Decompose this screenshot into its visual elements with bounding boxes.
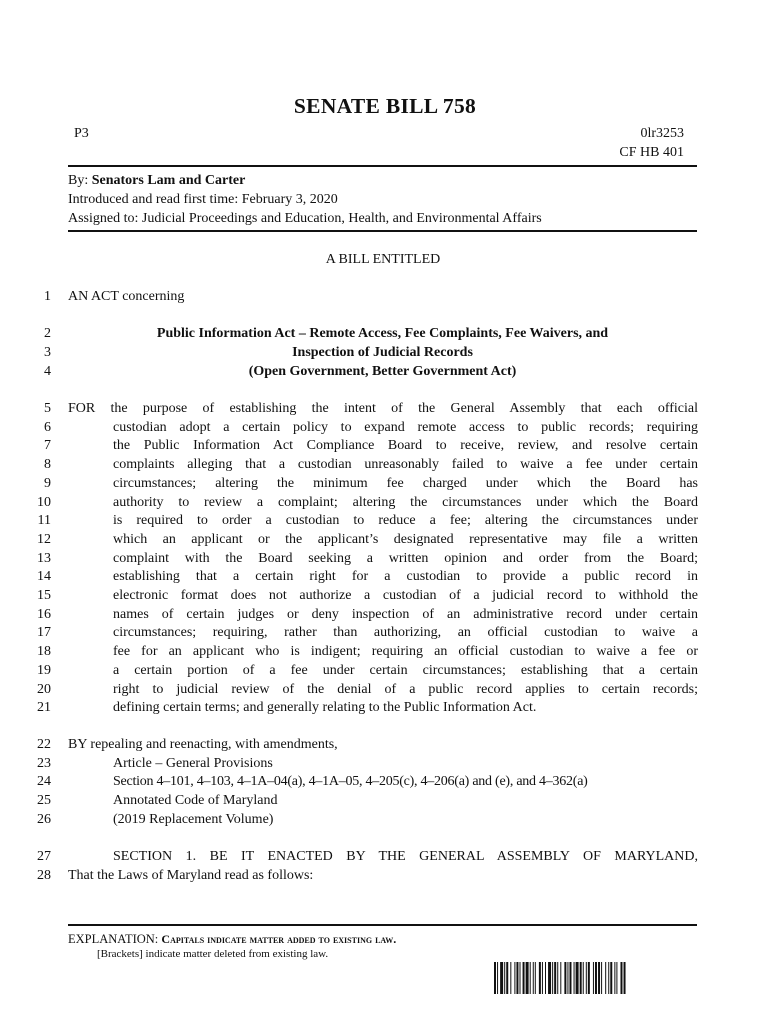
- barcode-bar: [526, 962, 529, 994]
- purpose-line: defining certain terms; and generally relating to the Public Information Act.: [113, 700, 537, 716]
- line-number: 14: [37, 569, 51, 585]
- purpose-line: complaints alleging that a custodian unreasonably failed to waive a fee under certain: [113, 457, 698, 473]
- barcode-bar: [520, 962, 521, 994]
- barcode-bar: [583, 962, 584, 994]
- barcode-bar: [548, 962, 551, 994]
- cross-file-number: CF HB 401: [619, 145, 684, 160]
- barcode-bar: [567, 962, 568, 994]
- barcode-bar: [595, 962, 597, 994]
- barcode-bar: [605, 962, 606, 994]
- purpose-line: circumstances; requiring, rather than authorizing, an official custodian to waive a: [113, 625, 698, 641]
- line-number: 8: [44, 457, 51, 473]
- barcode-bar: [564, 962, 566, 994]
- header-divider: [68, 165, 697, 167]
- line-number: 25: [37, 793, 51, 809]
- barcode-bar: [500, 962, 503, 994]
- sponsor-line: [68, 172, 245, 190]
- line-number: 27: [37, 849, 51, 864]
- barcode-bar: [576, 962, 579, 994]
- purpose-line: complaint with the Board seeking a written opinion and order from the Board;: [113, 550, 698, 566]
- line-number: 12: [37, 531, 51, 547]
- barcode-bar: [624, 962, 626, 994]
- assigned-committees: Assigned to: Judicial Proceedings and Education, Health, and Environmental Affairs: [68, 211, 542, 226]
- enacting-clause: SECTION 1. BE IT ENACTED BY THE GENERAL ASSEMBLY OF MARYLAND,: [113, 849, 698, 864]
- bill-category-code: P3: [74, 126, 89, 141]
- line-number: 10: [37, 494, 51, 510]
- sponsor-label: By:: [68, 173, 89, 188]
- line-number: 3: [44, 345, 51, 360]
- barcode-bar: [569, 962, 571, 994]
- bill-title: SENATE BILL 758: [293, 94, 477, 118]
- barcode-bar: [494, 962, 496, 994]
- repealing-article: Article – General Provisions: [113, 755, 273, 771]
- line-number: 5: [44, 401, 51, 416]
- purpose-line: circumstances; altering the minimum fee charged under which the Board has: [113, 475, 698, 491]
- purpose-line: which an applicant or the applicant’s designated representative may file a written: [113, 531, 698, 547]
- purpose-line: fee for an applicant who is indigent; requiring an official custodian to waive a fee or: [113, 644, 698, 660]
- act-title-line: Public Information Act – Remote Access, Fee Complaints, Fee Waivers, and: [156, 326, 609, 341]
- line-number: 23: [37, 755, 51, 771]
- sponsor-divider: [68, 230, 697, 232]
- barcode-bar: [620, 962, 622, 994]
- barcode-bar: [510, 962, 511, 994]
- line-number: 4: [44, 364, 51, 379]
- barcode-bar: [586, 962, 587, 994]
- introduced-date: Introduced and read first time: February 3, 2020: [68, 192, 338, 207]
- purpose-line: establishing that a certain right for a custodian to provide a public record in: [113, 569, 698, 585]
- line-number: 28: [37, 867, 51, 883]
- purpose-line: the Public Information Act Compliance Board to receive, review, and resolve certain: [113, 438, 698, 454]
- barcode-bar: [552, 962, 553, 994]
- explanation-line: [68, 931, 396, 947]
- line-number: 9: [44, 475, 51, 491]
- footer-divider: [68, 924, 697, 926]
- barcode-bar: [506, 962, 508, 994]
- purpose-line: authority to review a complaint; altering the circumstances under which the Board: [113, 494, 698, 510]
- barcode-bar: [574, 962, 575, 994]
- barcode-bar: [539, 962, 541, 994]
- barcode-bar: [530, 962, 531, 994]
- line-number: 13: [37, 550, 51, 566]
- line-number: 19: [37, 662, 51, 678]
- enacting-clause-continued: That the Laws of Maryland read as follows:: [68, 867, 314, 883]
- repealing-sections: Section 4–101, 4–103, 4–1A–04(a), 4–1A–05, 4–205(c), 4–206(a) and (e), and 4–362(a): [113, 774, 588, 790]
- line-number: 18: [37, 644, 51, 660]
- explanation-text: Capitals indicate matter added to existing law.: [161, 932, 397, 946]
- line-number: 1: [44, 289, 51, 304]
- act-concerning: AN ACT concerning: [68, 289, 185, 304]
- barcode-bar: [516, 962, 518, 994]
- line-number: 22: [37, 737, 51, 752]
- repealing-intro: BY repealing and reenacting, with amendments,: [68, 737, 338, 752]
- barcode-bar: [533, 962, 534, 994]
- barcode-bar: [580, 962, 582, 994]
- barcode-bar: [557, 962, 558, 994]
- line-number: 21: [37, 700, 51, 716]
- act-title-line: (Open Government, Better Government Act): [248, 364, 517, 379]
- purpose-line: a certain portion of a fee under certain circumstances; establishing that a certain: [113, 662, 698, 678]
- barcode-bar: [497, 962, 498, 994]
- purpose-line: electronic format does not authorize a custodian of a judicial record to withhold the: [113, 588, 698, 603]
- barcode-bar: [523, 962, 525, 994]
- line-number: 26: [37, 811, 51, 827]
- line-number: 17: [37, 625, 51, 641]
- barcode-bar: [616, 962, 617, 994]
- sponsor-names: Senators Lam and Carter: [91, 173, 246, 188]
- barcode-bar: [545, 962, 546, 994]
- barcode-bar: [593, 962, 594, 994]
- barcode-bar: [601, 962, 602, 994]
- brackets-explanation: [Brackets] indicate matter deleted from existing law.: [97, 948, 329, 960]
- purpose-line: right to judicial review of the denial of a public record applies to certain records;: [113, 681, 698, 697]
- barcode-bar: [614, 962, 615, 994]
- line-number: 16: [37, 606, 51, 622]
- barcode-icon: [494, 962, 680, 994]
- bill-entitled-heading: A BILL ENTITLED: [325, 252, 441, 267]
- purpose-line: FOR the purpose of establishing the intent of the General Assembly that each official: [68, 401, 698, 416]
- barcode-bar: [608, 962, 609, 994]
- barcode-bar: [560, 962, 561, 994]
- purpose-line: is required to order a custodian to reduce a fee; altering the circumstances under: [113, 513, 698, 529]
- repealing-code: Annotated Code of Maryland: [113, 793, 278, 809]
- barcode-bar: [554, 962, 556, 994]
- line-number: 2: [44, 326, 51, 341]
- barcode-bar: [588, 962, 590, 994]
- repealing-volume: (2019 Replacement Volume): [113, 811, 274, 827]
- purpose-line: names of certain judges or deny inspection of an administrative record under certain: [113, 606, 698, 622]
- act-title-line: Inspection of Judicial Records: [292, 345, 473, 360]
- barcode-bar: [535, 962, 536, 994]
- barcode-bar: [504, 962, 505, 994]
- line-number: 11: [37, 513, 51, 529]
- barcode-bar: [598, 962, 600, 994]
- line-number: 15: [37, 588, 51, 603]
- line-number: 20: [37, 681, 51, 697]
- barcode-bar: [542, 962, 543, 994]
- line-number: 7: [44, 438, 51, 454]
- explanation-label: EXPLANATION:: [68, 932, 159, 946]
- bill-draft-number: 0lr3253: [640, 126, 684, 141]
- line-number: 24: [37, 774, 51, 790]
- barcode-bar: [514, 962, 515, 994]
- purpose-line: custodian adopt a certain policy to expand remote access to public records; requiring: [113, 419, 698, 435]
- barcode-bar: [610, 962, 612, 994]
- line-number: 6: [44, 419, 51, 435]
